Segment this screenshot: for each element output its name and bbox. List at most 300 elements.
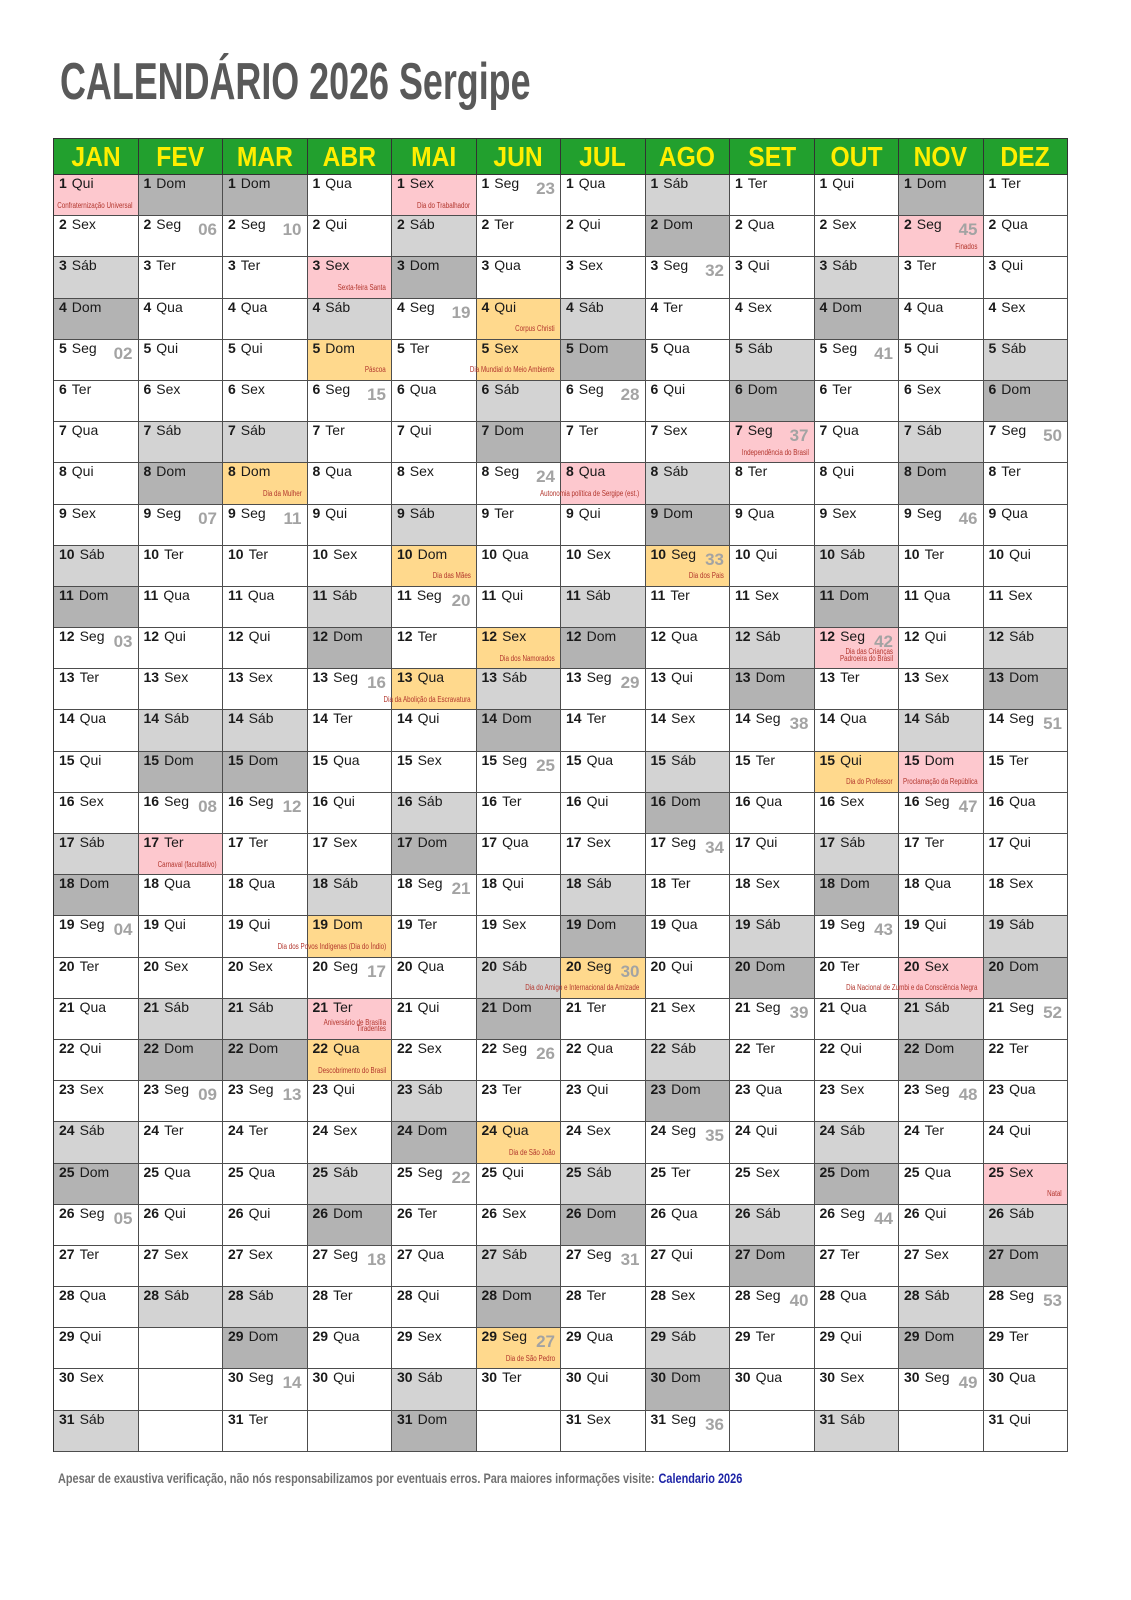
day-number: 27 xyxy=(566,1245,582,1262)
day-date xyxy=(397,753,442,768)
day-number: 17 xyxy=(735,834,751,850)
day-date xyxy=(482,753,528,768)
day-number: 22 xyxy=(481,1039,498,1056)
weekday: Sáb xyxy=(417,1369,443,1386)
commemorative-cell xyxy=(470,339,562,381)
day-number: 5 xyxy=(397,339,405,356)
day-number: 26 xyxy=(904,1204,920,1221)
empty-cell xyxy=(899,1411,984,1452)
weekday: Dom xyxy=(502,1287,532,1304)
day-cell xyxy=(223,1369,308,1410)
day-number: 14 xyxy=(397,710,413,727)
date-label xyxy=(847,779,893,786)
day-cell xyxy=(561,505,646,546)
day-date xyxy=(651,1247,693,1262)
day-number: 20 xyxy=(566,957,582,974)
day-cell xyxy=(899,875,984,916)
weekday: Sáb xyxy=(1009,1204,1034,1221)
day-cell xyxy=(54,752,139,793)
weekday: Dom xyxy=(333,628,363,645)
month-header-nov xyxy=(899,139,984,175)
day-date xyxy=(904,1247,949,1262)
day-number: 4 xyxy=(397,298,405,315)
day-number: 21 xyxy=(228,998,244,1015)
day-number: 28 xyxy=(735,1287,751,1304)
weekday: Ter xyxy=(1009,1328,1029,1345)
day-number: 23 xyxy=(566,1081,582,1098)
weekday: Sex xyxy=(502,1204,527,1221)
weekday: Qua xyxy=(747,216,775,233)
day-number: 5 xyxy=(988,339,997,356)
day-cell xyxy=(308,875,393,916)
day-date xyxy=(651,917,698,932)
weekday: Sáb xyxy=(1009,628,1034,645)
weekday: Seg xyxy=(333,1245,358,1262)
weekday: Dom xyxy=(671,1369,701,1386)
day-date xyxy=(397,1412,447,1427)
day-date xyxy=(820,1288,867,1303)
day-number: 29 xyxy=(566,1328,582,1345)
day-date xyxy=(820,1123,866,1138)
weekday: Dom xyxy=(494,422,524,439)
day-cell xyxy=(223,216,308,257)
day-date xyxy=(735,1370,782,1385)
weekday: Qui xyxy=(755,1122,778,1139)
day-cell xyxy=(308,1164,393,1205)
day-date xyxy=(820,753,862,768)
day-number: 18 xyxy=(143,875,160,892)
day-date xyxy=(397,1165,443,1180)
weekday: Qua xyxy=(916,298,944,315)
weekday: Sáb xyxy=(840,1122,865,1139)
day-cell xyxy=(646,1246,731,1287)
day-date xyxy=(651,629,698,644)
weekday: Sex xyxy=(79,1369,104,1386)
date-label-line: Dia da Mulher xyxy=(262,489,302,498)
day-date xyxy=(482,917,527,932)
day-date xyxy=(482,588,524,603)
day-date xyxy=(397,176,434,191)
weekday: Ter xyxy=(333,710,353,727)
day-number: 9 xyxy=(904,504,912,521)
weekday: Sex xyxy=(248,1245,273,1262)
day-number: 10 xyxy=(650,545,667,562)
day-cell xyxy=(223,381,308,422)
day-cell xyxy=(984,1328,1069,1369)
day-cell xyxy=(899,505,984,546)
day-number: 25 xyxy=(228,1163,244,1180)
weekday: Qui xyxy=(1009,1122,1031,1139)
week-number: 40 xyxy=(789,1291,809,1311)
day-date xyxy=(989,300,1026,315)
day-date xyxy=(989,382,1031,397)
weekday: Qui xyxy=(164,1204,186,1221)
day-date xyxy=(228,547,268,562)
day-number: 7 xyxy=(312,422,321,439)
week-number: 45 xyxy=(958,220,978,240)
day-number: 27 xyxy=(735,1245,751,1262)
day-number: 7 xyxy=(735,422,743,439)
weekday: Sáb xyxy=(417,1081,443,1098)
day-number: 9 xyxy=(988,504,997,521)
weekday: Sáb xyxy=(333,1163,358,1180)
day-cell xyxy=(561,340,646,381)
day-cell xyxy=(139,257,224,298)
day-number: 2 xyxy=(397,216,405,233)
weekday: Qua xyxy=(325,463,352,480)
commemorative-cell xyxy=(477,628,562,669)
day-cell xyxy=(54,1122,139,1163)
day-date xyxy=(566,547,611,562)
day-cell xyxy=(815,999,900,1040)
day-cell xyxy=(730,299,815,340)
day-date xyxy=(228,876,275,891)
day-number: 3 xyxy=(566,257,574,274)
weekday: Sáb xyxy=(924,1287,950,1304)
day-number: 31 xyxy=(59,1410,75,1427)
day-number: 21 xyxy=(988,998,1005,1015)
day-number: 12 xyxy=(819,628,836,645)
weekday: Qua xyxy=(79,1287,107,1304)
month-name: SET xyxy=(747,140,796,172)
day-cell xyxy=(477,1246,562,1287)
day-date xyxy=(566,1206,616,1221)
day-date xyxy=(397,1000,439,1015)
day-cell xyxy=(308,793,393,834)
day-number: 10 xyxy=(566,545,582,562)
day-cell xyxy=(561,1122,646,1163)
day-date xyxy=(313,506,348,521)
day-cell xyxy=(561,1328,646,1369)
weekday: Sex xyxy=(164,1245,189,1262)
week-number: 25 xyxy=(536,755,555,775)
weekday: Sex xyxy=(333,545,358,562)
day-date xyxy=(989,835,1031,850)
day-cell xyxy=(139,999,224,1040)
day-cell xyxy=(561,1040,646,1081)
day-date xyxy=(59,258,97,273)
day-number: 17 xyxy=(397,834,413,850)
day-cell xyxy=(730,916,815,957)
day-date xyxy=(989,1123,1031,1138)
day-date xyxy=(820,1000,867,1015)
commemorative-cell xyxy=(383,669,477,710)
day-cell xyxy=(984,1205,1069,1246)
day-date xyxy=(228,1123,268,1138)
day-number: 10 xyxy=(228,545,244,562)
day-number: 20 xyxy=(312,957,329,974)
weekday: Seg xyxy=(916,504,942,521)
day-number: 16 xyxy=(228,792,244,809)
holiday-cell xyxy=(815,628,900,669)
day-date xyxy=(482,1329,528,1344)
weekday: Sáb xyxy=(409,216,435,233)
day-cell xyxy=(54,1328,139,1369)
month-name: JUL xyxy=(579,140,627,172)
day-number: 27 xyxy=(904,1245,920,1262)
month-name: MAI xyxy=(411,140,457,172)
day-number: 22 xyxy=(988,1039,1005,1056)
weekday: Seg xyxy=(416,586,442,603)
day-number: 14 xyxy=(735,710,751,727)
day-cell xyxy=(730,546,815,587)
day-number: 17 xyxy=(566,834,582,850)
day-date xyxy=(228,341,263,356)
date-label-line: Dia do Trabalhador xyxy=(417,200,471,210)
day-number: 6 xyxy=(59,380,67,397)
weekday: Seg xyxy=(494,463,520,480)
day-date xyxy=(482,1370,522,1385)
day-date xyxy=(313,753,360,768)
weekday: Qua xyxy=(1001,216,1028,233)
day-date xyxy=(989,629,1035,644)
day-number: 21 xyxy=(312,998,329,1015)
day-date xyxy=(820,1247,860,1262)
day-number: 3 xyxy=(819,257,828,274)
day-number: 21 xyxy=(735,998,751,1015)
day-number: 19 xyxy=(143,916,160,933)
day-number: 19 xyxy=(228,916,244,933)
weekday: Seg xyxy=(156,216,182,233)
day-number: 15 xyxy=(481,751,498,768)
week-number: 51 xyxy=(1043,714,1062,734)
weekday: Dom xyxy=(1009,1245,1039,1262)
weekday: Qua xyxy=(502,1122,529,1139)
day-number: 18 xyxy=(481,875,498,892)
week-number: 28 xyxy=(620,384,640,404)
day-number: 3 xyxy=(904,257,912,274)
weekday: Dom xyxy=(417,545,448,562)
weekday: Seg xyxy=(502,751,527,768)
date-label-line: Proclamação da República xyxy=(902,777,978,787)
weekday: Ter xyxy=(164,1122,184,1139)
weekday: Seg xyxy=(248,792,274,809)
day-date xyxy=(313,1329,360,1344)
date-label xyxy=(515,326,555,333)
day-date xyxy=(144,1247,189,1262)
weekday: Seg xyxy=(924,1369,950,1386)
day-cell xyxy=(815,422,900,463)
weekday: Dom xyxy=(248,1039,279,1056)
weekday: Ter xyxy=(586,710,607,727)
day-date xyxy=(651,217,693,232)
weekday: Sex xyxy=(409,463,434,480)
month-header-out xyxy=(815,139,900,175)
day-number: 30 xyxy=(59,1369,75,1386)
day-number: 14 xyxy=(819,710,836,727)
weekday: Seg xyxy=(164,792,189,809)
week-number: 46 xyxy=(958,508,978,528)
day-cell xyxy=(730,1122,815,1163)
day-number: 18 xyxy=(228,875,244,892)
weekday: Dom xyxy=(333,1204,363,1221)
day-number: 2 xyxy=(988,216,997,233)
day-number: 16 xyxy=(904,792,920,809)
day-number: 22 xyxy=(59,1039,75,1056)
day-number: 8 xyxy=(481,463,490,480)
day-cell xyxy=(139,1246,224,1287)
weekday: Seg xyxy=(502,1039,527,1056)
weekday: Sáb xyxy=(586,875,612,892)
day-date xyxy=(735,876,780,891)
week-number: 30 xyxy=(620,961,640,981)
day-cell xyxy=(815,505,900,546)
day-number: 6 xyxy=(904,380,912,397)
day-date xyxy=(59,753,101,768)
day-number: 12 xyxy=(228,628,244,645)
day-cell xyxy=(139,875,224,916)
month-name: NOV xyxy=(914,140,968,172)
weekday: Sáb xyxy=(79,545,105,562)
day-cell xyxy=(646,175,731,216)
day-date xyxy=(566,794,608,809)
day-cell xyxy=(139,422,224,463)
day-cell xyxy=(815,546,900,587)
weekday: Qua xyxy=(333,751,360,768)
day-number: 27 xyxy=(143,1245,160,1262)
day-number: 9 xyxy=(228,504,236,521)
day-cell xyxy=(223,834,308,875)
day-cell xyxy=(139,505,224,546)
weekday: Qui xyxy=(832,175,855,191)
date-label-line: Dia das Crianças xyxy=(845,647,893,657)
weekday: Qua xyxy=(755,1369,783,1386)
day-number: 9 xyxy=(650,504,659,521)
day-cell xyxy=(477,916,562,957)
day-date xyxy=(482,1123,529,1138)
day-date xyxy=(735,464,767,479)
weekday: Seg xyxy=(79,1204,105,1221)
day-date xyxy=(144,423,182,438)
day-cell xyxy=(815,1287,900,1328)
day-number: 21 xyxy=(566,998,582,1015)
day-cell xyxy=(730,1164,815,1205)
day-number: 12 xyxy=(566,628,582,645)
day-cell xyxy=(646,1328,731,1369)
day-cell xyxy=(646,875,731,916)
day-date xyxy=(735,423,773,438)
day-date xyxy=(228,629,270,644)
day-number: 21 xyxy=(819,998,836,1015)
day-date xyxy=(228,464,270,479)
date-label-line: Tiradentes xyxy=(356,1024,386,1034)
day-number: 18 xyxy=(988,875,1005,892)
day-cell xyxy=(477,999,562,1040)
day-number: 13 xyxy=(312,669,329,686)
day-number: 1 xyxy=(819,175,828,191)
day-cell xyxy=(308,958,393,999)
day-cell xyxy=(646,628,731,669)
day-cell xyxy=(223,958,308,999)
weekday: Qua xyxy=(1009,1369,1036,1386)
day-cell xyxy=(223,999,308,1040)
date-label-line: Carnaval (facultativo) xyxy=(158,859,217,869)
day-number: 30 xyxy=(650,1369,667,1386)
day-cell xyxy=(646,1205,731,1246)
day-cell xyxy=(561,1411,646,1452)
day-number: 12 xyxy=(312,628,329,645)
day-date xyxy=(820,423,859,438)
day-number: 10 xyxy=(397,545,413,562)
day-number: 28 xyxy=(650,1287,667,1304)
day-date xyxy=(820,1370,865,1385)
day-cell xyxy=(308,834,393,875)
date-label xyxy=(846,985,977,992)
day-number: 23 xyxy=(988,1081,1005,1098)
weekday: Seg xyxy=(586,669,612,686)
weekday: Seg xyxy=(79,916,105,933)
weekday: Qua xyxy=(671,1204,698,1221)
day-cell xyxy=(477,752,562,793)
footer-link[interactable]: Calendario 2026 xyxy=(658,1470,743,1486)
weekday: Ter xyxy=(924,545,945,562)
weekday: Qui xyxy=(586,1369,609,1386)
date-label xyxy=(505,1353,555,1363)
day-number: 3 xyxy=(481,257,490,274)
week-number: 26 xyxy=(536,1043,555,1063)
weekday: Sex xyxy=(832,216,857,233)
day-date xyxy=(820,588,869,603)
weekday: Sex xyxy=(417,751,442,768)
day-date xyxy=(59,794,104,809)
weekday: Qua xyxy=(755,792,783,809)
weekday: Ter xyxy=(671,875,691,892)
day-cell xyxy=(646,422,731,463)
day-date xyxy=(651,1370,701,1385)
day-number: 19 xyxy=(819,916,836,933)
day-date xyxy=(228,959,273,974)
weekday: Sex xyxy=(578,257,603,274)
day-cell xyxy=(54,999,139,1040)
day-date xyxy=(735,300,772,315)
day-date xyxy=(820,341,858,356)
day-number: 18 xyxy=(904,875,920,892)
day-cell xyxy=(646,381,731,422)
day-cell xyxy=(308,546,393,587)
day-cell xyxy=(730,587,815,628)
weekday: Qua xyxy=(163,586,190,603)
day-cell xyxy=(392,381,477,422)
day-number: 11 xyxy=(904,586,919,603)
week-number: 48 xyxy=(958,1085,978,1105)
day-cell xyxy=(392,875,477,916)
day-date xyxy=(566,382,604,397)
day-number: 23 xyxy=(735,1081,751,1098)
weekday: Sáb xyxy=(747,339,773,356)
day-date xyxy=(482,258,521,273)
day-cell xyxy=(561,1287,646,1328)
weekday: Qui xyxy=(1009,545,1031,562)
day-number: 7 xyxy=(397,422,405,439)
day-date xyxy=(397,629,437,644)
day-number: 5 xyxy=(819,339,828,356)
day-number: 1 xyxy=(566,175,574,191)
day-cell xyxy=(730,216,815,257)
day-number: 24 xyxy=(481,1122,498,1139)
day-date xyxy=(820,506,857,521)
empty-cell xyxy=(139,1411,224,1452)
day-cell xyxy=(561,381,646,422)
day-date xyxy=(59,341,97,356)
day-number: 11 xyxy=(228,586,243,603)
day-number: 4 xyxy=(312,298,321,315)
day-date xyxy=(651,835,697,850)
day-number: 17 xyxy=(819,834,836,850)
day-cell xyxy=(139,546,224,587)
day-number: 21 xyxy=(650,998,667,1015)
weekday: Sáb xyxy=(164,710,189,727)
day-cell xyxy=(223,1164,308,1205)
